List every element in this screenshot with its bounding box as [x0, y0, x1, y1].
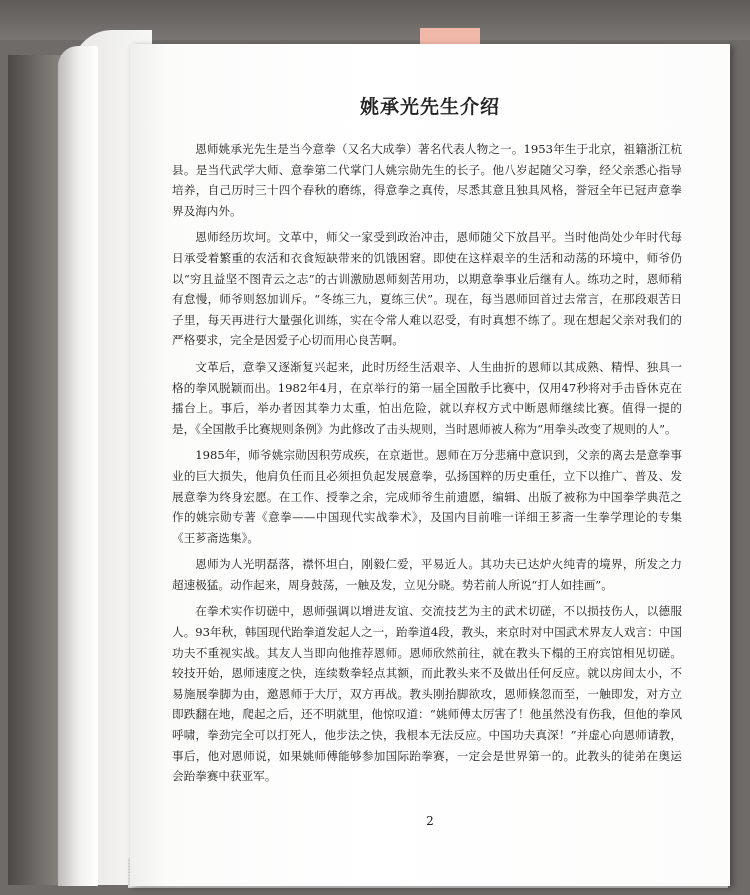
document-page [130, 44, 730, 886]
document-body [172, 139, 682, 793]
paragraph-2: 恩师经历坎坷。文革中，师父一家受到政治冲击，恩师随父下放昌平。当时他尚处少年时代每日承受着繁重的农活和衣食短缺带来的饥饿困窘。即使在这样艰辛的生活和动荡的环境中，师爷仍以“穷且益坚不图青云之志”的古训激励恩师刻苦用功，以期意拳事业后继有人。练功之时，恩师稍有怠慢，师爷则怒加训斥。“冬练三九，夏练三伏”。现在，每当恩师回首过去常言，在那段艰苦日子里，每天再进行大量强化训练，实在令常人难以忍受，有时真想不练了。现在想起父亲对我们的严格要求，完全是因爱子心切而用心良苦啊。 [172, 230, 682, 348]
paragraph-1: 恩师姚承光先生是当今意拳（又名大成拳）著名代表人物之一。1953年生于北京，祖籍浙江杭县。是当代武学大师、意拳第二代掌门人姚宗勋先生的长子。他八岁起随父习拳，经父亲悉心指导培养，自己历时三十四个春秋的磨练，得意拳之真传，尽悉其意且独具风格，誉冠全年已冠声意拳界及海内外。 [172, 142, 682, 218]
paragraph-6: 在拳术实作切磋中，恩师强调以增进友谊、交流技艺为主的武术切磋，不以损技伤人，以德服人。93年秋，韩国现代跆拳道发起人之一，跆拳道4段，教头，来京时对中国武术界友人戏言：中国功夫不重视实战。其友人当即向他推荐恩师。恩师欣然前往，就在教头下榻的王府宾馆相见切磋。较技开始，恩师速度之快，连续数拳轻点其额，而此教头来不及做出任何反应。就以房间太小，不易施展拳脚为由，邀恩师于大厅，双方再战。教头刚抬脚欲攻，恩师倏忽而至，一触即发，对方立即跌翻在地，爬起之后，还不明就里，他惊叹道：“姚师傅太厉害了！他虽然没有伤我，但他的拳风呼啸，拳劲完全可以打死人，他步法之快，我根本无法反应。中国功夫真深！”并虚心向恩师请教，事后，他对恩师说，如果姚师傅能够参加国际跆拳赛，一定会是世界第一的。此教头的徒弟在奥运会跆拳赛中获亚军。 [172, 604, 682, 784]
paragraph-3: 文革后，意拳又逐渐复兴起来，此时历经生活艰辛、人生曲折的恩师以其成熟、精悍、独具一格的拳风脱颖而出。1982年4月，在京举行的第一届全国散手比赛中，仅用47秒将对手击昏休克在擂台上。事后，举办者因其拳力太重，怕出危险，就以弃权方式中断恩师继续比赛。值得一提的是，《全国散手比赛规则条例》为此修改了击头规则，当时恩师被人称为“用拳头改变了规则的人”。 [172, 359, 682, 436]
paragraph-5: 恩师为人光明磊落，襟怀坦白，刚毅仁爱，平易近人。其功夫已达炉火纯青的境界，所发之力超速极猛。动作起来，周身鼓荡，一触及发，立见分晓。势若前人所说“打人如挂画”。 [172, 557, 682, 592]
document-title: 姚承光先生介绍 [359, 96, 500, 118]
paragraph-4: 1985年，师爷姚宗勋因积劳成疾，在京逝世。恩师在万分悲痛中意识到，父亲的离去是意拳事业的巨大损失，他肩负任而且必须担负起发展意拳，弘扬国粹的历史重任，立下以推广、普及、发展意拳为终身宏愿。在工作、授拳之余，完成师爷生前遗愿，编辑、出版了被称为中国拳学典范之作的姚宗勋专著《意拳——中国现代实战拳术》，及国内目前唯一详细王芗斋一生拳学理论的专集《王芗斋选集》。 [172, 448, 682, 545]
page-curl-edge [58, 46, 98, 886]
page-number: 2 [426, 814, 434, 828]
